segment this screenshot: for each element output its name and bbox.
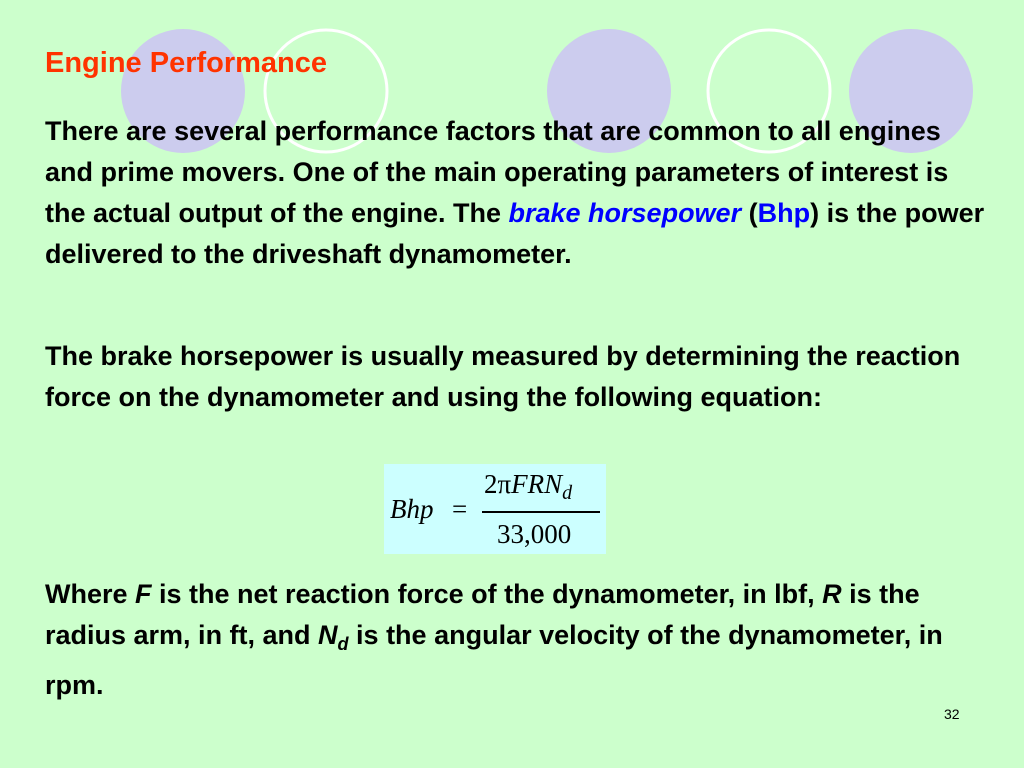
numerator-subscript: d (562, 482, 573, 504)
intro-text-end: ) is the power delivered to the driveshaft dynamometer. (45, 198, 985, 269)
equation-numerator (484, 469, 572, 505)
fraction-bar (482, 511, 600, 513)
definition-text: Where (45, 579, 136, 609)
variable-f: F (135, 579, 152, 609)
page-number: 32 (944, 706, 960, 722)
equation-denominator: 33,000 (497, 519, 572, 549)
variable-n-subscript: d (337, 634, 349, 654)
paragraph-intro (45, 111, 985, 275)
variable-r: R (822, 579, 842, 609)
equation-lhs: Bhp (390, 494, 434, 524)
brake-horsepower-term: brake horsepower (508, 198, 742, 228)
open-paren: ( (741, 198, 758, 228)
definition-text: is the radius arm, in ft, and (45, 579, 920, 650)
equation-equals-sign: = (452, 494, 468, 524)
definition-text: is the angular velocity of the dynamometer, in rpm. (45, 620, 943, 700)
bhp-equation (384, 464, 606, 554)
numerator-coefficient: 2π (484, 469, 512, 499)
slide-title: Engine Performance (45, 47, 328, 79)
variable-n: N (318, 620, 338, 650)
numerator-variables: FRN (511, 469, 563, 499)
paragraph-measurement: The brake horsepower is usually measured by determining the reaction force on the dynamometer and using the following equation: (45, 341, 961, 412)
bhp-abbreviation: Bhp (757, 198, 811, 228)
definition-text: is the net reaction force of the dynamometer, in lbf, (151, 579, 823, 609)
paragraph-variable-definitions (45, 574, 985, 706)
intro-text: There are several performance factors that are common to all engines and prime movers. One of the main operating parameters of interest is the actual output of the engine. The (45, 116, 949, 228)
